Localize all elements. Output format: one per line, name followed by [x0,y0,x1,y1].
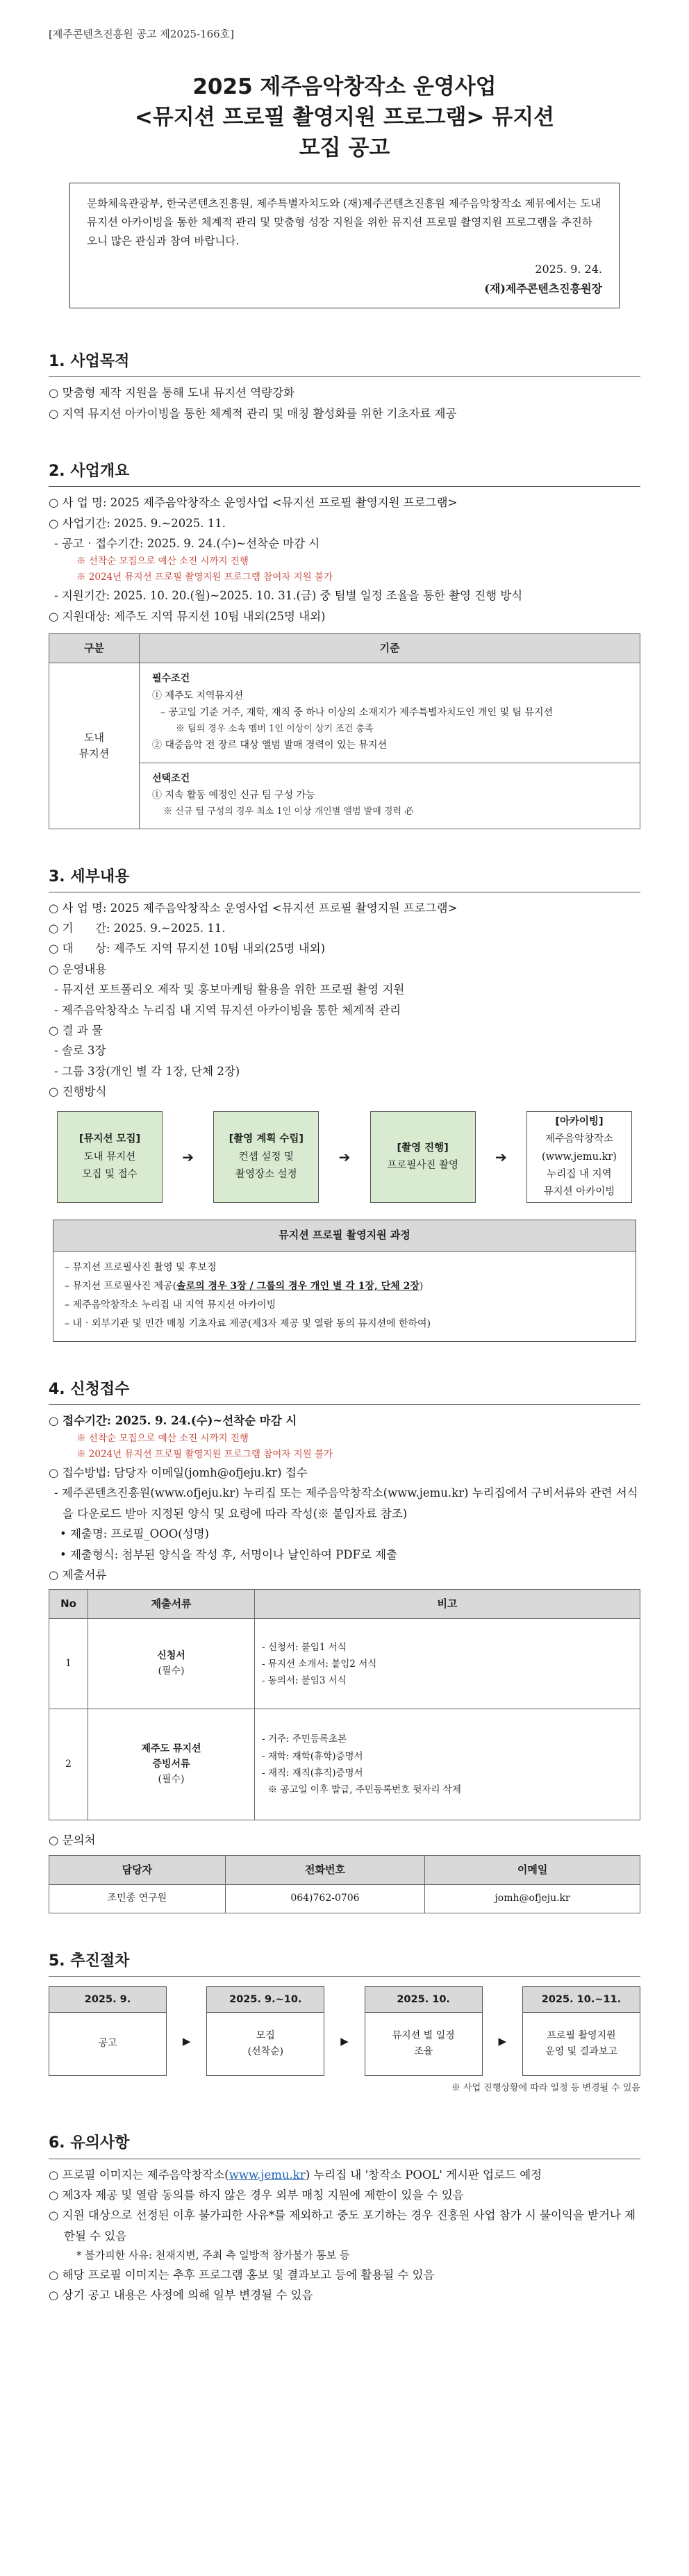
required-criteria: 필수조건 ① 제주도 지역뮤지션 – 공고일 기준 거주, 재학, 재직 중 하나 이상의 소재지가 제주특별자치도인 개인 및 팀 뮤지션 ※ 팀의 경우 소속 멤버 1인 이상이 상기 조건 충족 ② 대중음악 전 장르 대상 앨범 발매 경력이 있는 뮤지션 [140,663,640,763]
list-item: ○ 접수기간: 2025. 9. 24.(수)~선착순 마감 시 [49,1411,640,1431]
schedule-step: 2025. 10. 뮤지션 별 일정 조율 [365,1986,483,2076]
flow-step: [뮤지션 모집] 도내 뮤지션 모집 및 접수 [57,1111,163,1203]
process-flow [57,1111,632,1203]
list-item: - 공고‧접수기간: 2025. 9. 24.(수)~선착순 마감 시 [49,533,640,554]
note: ※ 선착순 모집으로 예산 소진 시까지 진행 [49,554,640,570]
list-item: - 제주콘텐츠진흥원(www.ofjeju.kr) 누리집 또는 제주음악창작소(www.jemu.kr) 누리집에서 구비서류와 관련 서식을 다운로드 받아 지정된 양식 및 요령에 따라 작성(※ 붙임자료 참조) [49,1483,640,1524]
process-box: 뮤지션 프로필 촬영지원 과정 – 뮤지션 프로필사진 촬영 및 후보정 – 뮤지션 프로필사진 제공(솔로의 경우 3장 / 그룹의 경우 개인 별 각 1장, 단체 2장) – 제주음악창작소 누리집 내 지역 뮤지션 아카이빙 – 내‧외부기관 및 민간 매칭 기초자료 제공(제3자 제공 및 열람 동의 뮤지션에 한하여) [53,1220,636,1341]
section-title: 3. 세부내용 [49,865,640,892]
section-application [49,1378,640,1913]
list-item: ○ 제3자 제공 및 열람 동의를 하지 않은 경우 외부 매칭 지원에 제한이 있을 수 있음 [49,2185,640,2205]
schedule-step: 2025. 10.~11. 프로필 촬영지원 운영 및 결과보고 [522,1986,640,2076]
flow-step: [촬영 계획 수립] 컨셉 설정 및 촬영장소 설정 [213,1111,319,1203]
table-row: 1 신청서 (필수) - 신청서: 붙임1 서식 - 뮤지션 소개서: 붙임2 서식 - 동의서: 붙임3 서식 [49,1619,640,1709]
section-title: 4. 신청접수 [49,1378,640,1405]
list-item: – 뮤지션 프로필사진 제공(솔로의 경우 3장 / 그룹의 경우 개인 별 각 1장, 단체 2장) [65,1277,624,1296]
section-schedule [49,1950,640,2096]
triangle-right-icon: ▶ [182,2034,191,2047]
table-header: 기준 [140,633,640,663]
list-item: – 뮤지션 프로필사진 촬영 및 후보정 [65,1258,624,1277]
flow-step: [촬영 진행] 프로필사진 촬영 [370,1111,476,1203]
notice-number: [제주콘텐츠진흥원 공고 제2025-166호] [49,28,234,40]
section-notes [49,2132,640,2305]
schedule-step: 2025. 9.~10. 모집 (선착순) [206,1986,324,2076]
list-item: - 제주음악창작소 누리집 내 지역 뮤지션 아카이빙을 통한 체계적 관리 [49,1000,640,1020]
arrow-right-icon: ➔ [338,1148,351,1165]
table-row: 2 제주도 뮤지션 증빙서류 (필수) - 거주: 주민등록초본 - 재학: 재학(휴학)증명서 - 재직: 재직(휴직)증명서 ※ 공고일 이후 발급, 주민등록번호 뒷자리 삭제 [49,1709,640,1820]
list-item: ○ 사업기간: 2025. 9.~2025. 11. [49,513,640,533]
list-item: ○ 제출서류 [49,1565,640,1585]
note: ※ 선착순 모집으로 예산 소진 시까지 진행 [49,1431,640,1447]
list-item: ○ 사 업 명: 2025 제주음악창작소 운영사업 <뮤지션 프로필 촬영지원 프로그램> [49,898,640,918]
note: ※ 2024년 뮤지션 프로필 촬영지원 프로그램 참여자 지원 불가 [49,570,640,585]
section-overview [49,460,640,829]
contact-email[interactable]: jomh@ofjeju.kr [425,1885,640,1913]
list-item: ○ 프로필 이미지는 제주음악창작소(www.jemu.kr) 누리집 내 '창작소 POOL' 게시판 업로드 예정 [49,2165,640,2185]
documents-table: No 제출서류 비고 1 신청서 (필수) - 신청서: 붙임1 서식 - 뮤지션 소개서: 붙임2 서식 - 동의서: 붙임3 서식 2 제주도 뮤지션 증빙서류 (필수) - 거주: 주민등록초본 - 재학: 재학(휴학)증명서 - 재직: 재직(휴직)증명서 ※ 공고일 이후 발급, 주민등록번호 뒷자리 삭제 [49,1589,640,1820]
list-item: ○ 문의처 [49,1830,640,1850]
list-item: - 솔로 3장 [49,1040,640,1061]
criteria-table [49,633,640,829]
list-item: ○ 접수방법: 담당자 이메일(jomh@ofjeju.kr) 접수 [49,1463,640,1483]
table-header: 구분 [49,633,140,663]
list-item: ○ 진행방식 [49,1081,640,1102]
schedule-note: ※ 사업 진행상황에 따라 일정 등 변경될 수 있음 [451,2083,640,2094]
note: * 불가피한 사유: 천재지변, 주최 측 일방적 참가불가 통보 등 [76,2249,350,2262]
intro-date: 2025. 9. 24. [535,263,602,276]
jemu-link[interactable]: www.jemu.kr [229,2168,306,2182]
intro-text: 문화체육관광부, 한국콘텐츠진흥원, 제주특별자치도와 (재)제주콘텐츠진흥원 제주음악창작소 제뮤에서는 도내 뮤지션 아카이빙을 통한 체계적 관리 및 맞춤형 성장 지원을 위한 뮤지션 프로필 촬영지원 프로그램을 추진하오니 많은 관심과 참여 바랍니다. [87,197,601,247]
list-item: • 제출명: 프로필_OOO(성명) [60,1527,209,1541]
list-item: ○ 사 업 명: 2025 제주음악창작소 운영사업 <뮤지션 프로필 촬영지원 프로그램> [49,492,640,513]
list-item: – 제주음악창작소 누리집 내 지역 뮤지션 아카이빙 [65,1296,624,1315]
arrow-right-icon: ➔ [182,1148,194,1165]
list-item: - 뮤지션 포트폴리오 제작 및 홍보마케팅 활용을 위한 프로필 촬영 지원 [49,979,640,999]
triangle-right-icon: ▶ [498,2034,507,2047]
arrow-right-icon: ➔ [495,1148,507,1165]
list-item: - 그룹 3장(개인 별 각 1장, 단체 2장) [49,1061,640,1081]
list-item: ○ 결 과 물 [49,1020,640,1040]
list-item: – 내‧외부기관 및 민간 매칭 기초자료 제공(제3자 제공 및 열람 동의 뮤지션에 한하여) [65,1315,624,1333]
flow-step: [아카이빙] 제주음악창작소 (www.jemu.kr) 누리집 내 지역 뮤지션 아카이빙 [526,1111,632,1203]
section-title: 1. 사업목적 [49,350,640,377]
triangle-right-icon: ▶ [340,2034,349,2047]
list-item: ○ 운영내용 [49,959,640,979]
list-item: ○ 지원 대상으로 선정된 이후 불가피한 사유*를 제외하고 중도 포기하는 경우 진흥원 사업 참가 시 불이익을 받거나 제한될 수 있음 [49,2205,640,2246]
list-item: - 지원기간: 2025. 10. 20.(월)~2025. 10. 31.(금) 중 팀별 일정 조율을 통한 촬영 진행 방식 [49,585,640,606]
section-purpose [49,350,640,424]
intro-box [69,183,620,308]
intro-org: (재)제주콘텐츠진흥원장 [484,281,602,295]
list-item: ○ 맞춤형 제작 지원을 통해 도내 뮤지션 역량강화 [49,383,640,403]
contact-table: 담당자 전화번호 이메일 조민종 연구원 064)762-0706 jomh@ofjeju.kr [49,1855,640,1913]
page-title: 2025 제주음악창작소 운영사업 <뮤지션 프로필 촬영지원 프로그램> 뮤지션 모집 공고 [134,74,555,161]
section-title: 6. 유의사항 [49,2132,640,2159]
section-title: 2. 사업개요 [49,460,640,487]
list-item: ○ 지역 뮤지션 아카이빙을 통한 체계적 관리 및 매칭 활성화를 위한 기초자료 제공 [49,404,640,424]
section-title: 5. 추진절차 [49,1950,640,1977]
list-item: ○ 대 상: 제주도 지역 뮤지션 10팀 내외(25명 내외) [49,938,640,958]
schedule-step: 2025. 9. 공고 [49,1986,167,2076]
note: ※ 2024년 뮤지션 프로필 촬영지원 프로그램 참여자 지원 불가 [49,1447,640,1463]
list-item: • 제출형식: 첨부된 양식을 작성 후, 서명이나 날인하여 PDF로 제출 [60,1547,398,1561]
list-item: ○ 해당 프로필 이미지는 추후 프로그램 홍보 및 결과보고 등에 활용될 수 있음 [49,2265,640,2285]
section-details [49,865,640,1342]
list-item: ○ 지원대상: 제주도 지역 뮤지션 10팀 내외(25명 내외) [49,606,640,626]
list-item: ○ 상기 공고 내용은 사정에 의해 일부 변경될 수 있음 [49,2285,640,2305]
optional-criteria: 선택조건 ① 지속 활동 예정인 신규 팀 구성 가능 ※ 신규 팀 구성의 경우 최소 1인 이상 개인별 앨범 발매 경력 必 [140,763,640,829]
schedule-flow [49,1986,640,2076]
table-row-label: 도내 뮤지션 [49,663,140,829]
table-row: 조민종 연구원 064)762-0706 jomh@ofjeju.kr [49,1885,640,1913]
list-item: ○ 기 간: 2025. 9.~2025. 11. [49,918,640,938]
